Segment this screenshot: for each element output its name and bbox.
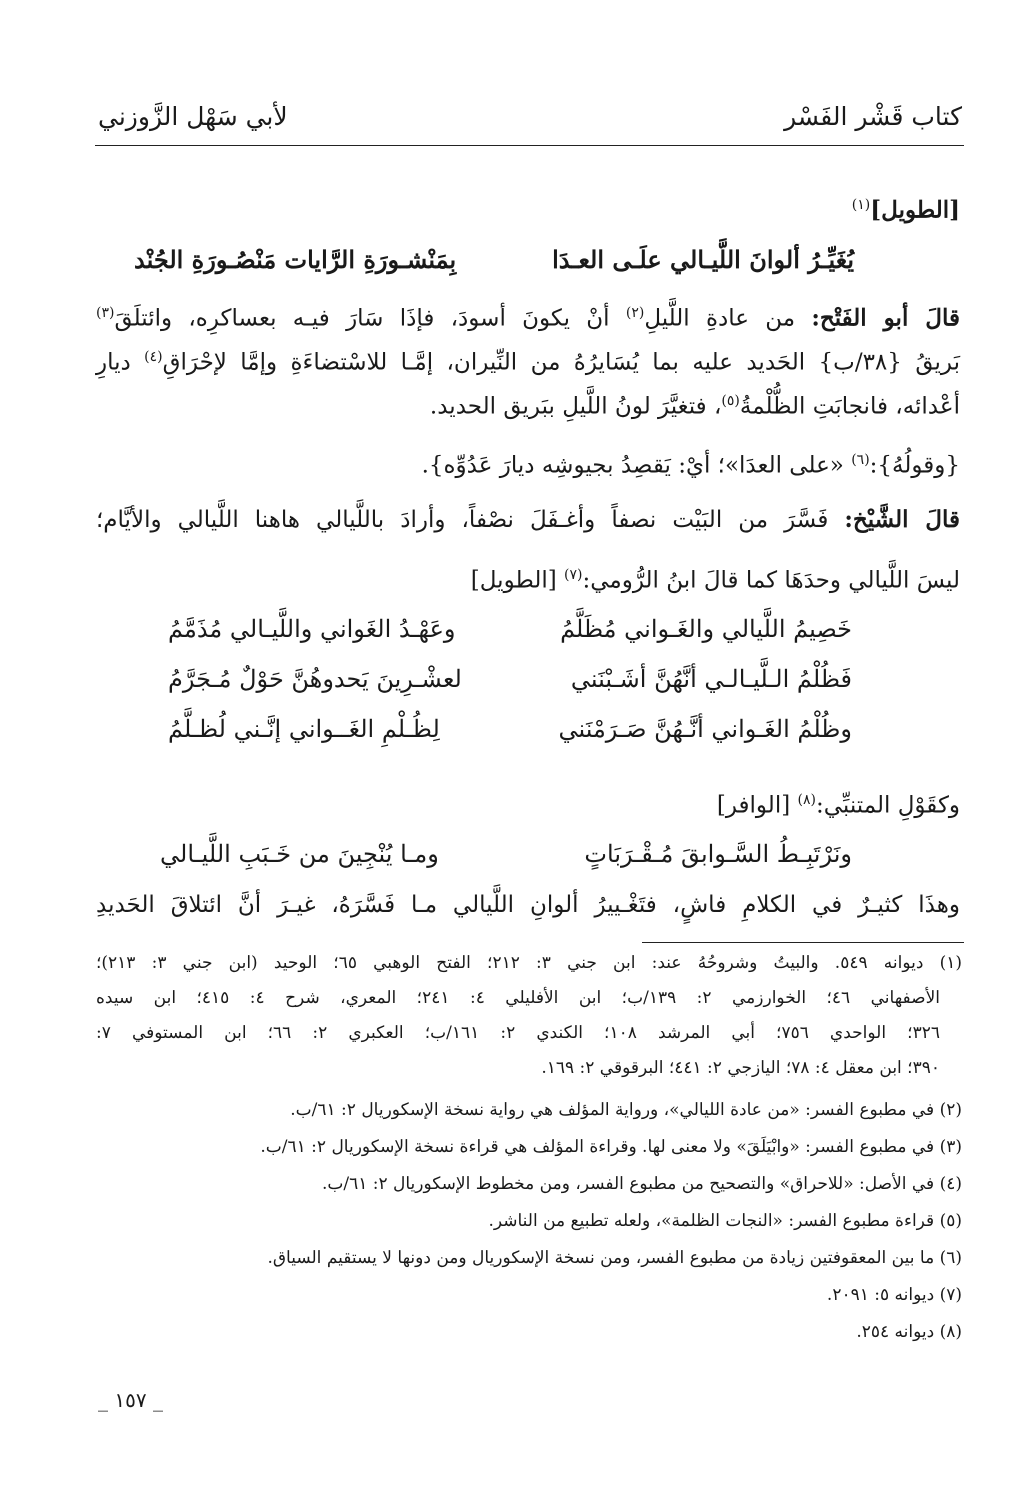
footnote-ref-1: (١) (851, 197, 871, 213)
para2 (96, 445, 960, 481)
verse2-second-hemistich: ومـا يُنْجِينَ من خَـبَبِ اللَّيـالي (160, 840, 439, 868)
meter-label-2: [الطويل] (470, 567, 557, 594)
footnote-1-line1: (١) ديوانه ٥٤٩. والبيتُ وشروحُهُ عند: ابن جني ٣: ٢١٢؛ الفتح الوهبي ٦٥؛ الوحيد (ابن جني ٣: ٢١٣)؛ (96, 953, 963, 973)
para3-line2 (96, 560, 960, 596)
para2-lead: {وقولُهُ}: (869, 452, 960, 479)
footnote-ref-8: (٨) (797, 792, 816, 808)
para1-line1 (96, 298, 960, 334)
running-header-title: كتاب قَشْر الفَسْر (784, 102, 962, 131)
footnote-ref-2: (٢) (625, 305, 645, 321)
verse2-first-hemistich: ونَرْتَبِـطُ السَّـوابقَ مُـقْـرَبَاتٍ (584, 840, 852, 868)
footnote-6: (٦) ما بين المعقوفتين زيادة من مطبوع الفسر، ومن نسخة الإسكوريال ومن دونها لا يستقيم السياق. (267, 1248, 962, 1268)
header-rule (95, 145, 964, 146)
meter-name: [الطويل] (870, 196, 960, 224)
footnote-5: (٥) قراءة مطبوع الفسر: «النجات الظلمة»، ولعله تطبيع من الناشر. (488, 1211, 962, 1231)
poem-line1-right: خَصِيمُ اللَّيالي والغَـواني مُظَلَّمُ (560, 615, 852, 643)
verse1-second-hemistich: بِمَنْشـورَةِ الرَّايات مَنْصُـورَةِ الجُنْد (134, 245, 457, 274)
speaker-abu-alfath: قالَ أبو الفَتْح: (811, 304, 961, 332)
para3-text: فَسَّرَ من البَيْت نصفاً وأغـفَلَ نصْفاً، وأرادَ باللَّيالي هاهنا اللَّيالي والأيَّام؛ (96, 507, 829, 533)
meter-label-3: [الوافر] (716, 792, 791, 819)
footnote-8: (٨) ديوانه ٢٥٤. (856, 1322, 962, 1342)
speaker-shaykh: قالَ الشَّيْخ: (844, 506, 960, 533)
para1-text-b: أنْ يكونَ أسودَ، فإذَا سَارَ فيـه بعساكرِه، وائتلَقَ (114, 305, 610, 332)
para2-text: «على العدَا»؛ أيْ: يَقصِدُ بجيوشِه ديارَ عَدُوِّه}. (421, 452, 844, 479)
page-number: _ ١٥٧ _ (98, 1388, 163, 1412)
footnote-ref-6: (٦) (851, 452, 870, 468)
para3-line1 (96, 505, 960, 535)
para4 (96, 785, 960, 821)
para1-text-a: من عادةِ اللَّيلِ (644, 305, 796, 332)
footnote-1-line2: الأصفهاني ٤٦؛ الخوارزمي ٢: ١٣٩/ب؛ ابن الأفليلي ٤: ٢٤١؛ المعري، شرح ٤: ٤١٥؛ ابن سيده (96, 988, 941, 1008)
footnote-2: (٢) في مطبوع الفسر: «من عادة الليالي»، ورواية المؤلف هي رواية نسخة الإسكوريال ٢: ٦١/ب. (290, 1100, 962, 1120)
footnote-1-line4: ٣٩٠؛ ابن معقل ٤: ٧٨؛ اليازجي ٢: ٤٤١؛ البرقوقي ٢: ١٦٩. (541, 1058, 940, 1078)
poem-line3-left: لِظُـلْمِ الغَــواني إنَّـني لُظـلَّمُ (168, 715, 440, 743)
para4-text: وكقَوْلِ المتنبِّي: (815, 792, 960, 819)
poem-line1-left: وعَهْـدُ الغَواني واللَّيـالي مُذَمَّمُ (168, 615, 456, 643)
para3-line2-text: ليسَ اللَّيالي وحدَهَا كما قالَ ابنُ الرُّومي: (582, 567, 960, 594)
footnote-7: (٧) ديوانه ٥: ٢٠٩١. (826, 1285, 962, 1305)
running-header-author: لأبي سَهْل الزَّوزني (98, 102, 288, 131)
poem-line2-right: فَظُلْمُ الـلَّيـالـي أنَّهُنَّ أشَـبْنَني (570, 665, 852, 693)
para1-line3 (96, 386, 960, 422)
footnote-4: (٤) في الأصل: «للاحراق» والتصحيح من مطبوع الفسر، ومن مخطوط الإسكوريال ٢: ٦١/ب. (321, 1174, 962, 1194)
poem-line3-right: وظُلْمُ الغَـواني أنَّـهُنَّ صَـرَمْنَني (558, 715, 852, 743)
para5: وهذَا كثيـرٌ في الكلامِ فاشٍ، فتَغْـييرُ ألوانِ اللَّيالي مـا فَسَّرَهُ، غيـرَ أنَّ ائتلاقَ الحَديدِ (96, 892, 960, 918)
footnote-ref-3: (٣) (96, 305, 115, 321)
footnote-1-line3: ٣٢٦؛ الواحدي ٧٥٦؛ أبي المرشد ١٠٨؛ الكندي ٢: ١٦١/ب؛ العكبري ٢: ٦٦؛ ابن المستوفي ٧: (96, 1023, 940, 1043)
para1-line2 (96, 342, 960, 378)
footnote-ref-5: (٥) (721, 393, 740, 409)
footnote-ref-7: (٧) (564, 567, 583, 583)
poem-line2-left: لعشْـرِينَ يَحدوهُنَّ حَوْلٌ مُـجَرَّمُ (168, 665, 462, 693)
para1-line3-end: ، فتغيَّرَ لونُ اللَّيلِ ببَريق الحديد. (429, 393, 722, 420)
footnote-3: (٣) في مطبوع الفسر: «وابْيَلَقَ» ولا معنى لها. وقراءة المؤلف هي قراءة نسخة الإسكوريال ٢: ٦١/ب. (260, 1137, 962, 1157)
para1-line2-text: بَريقُ {٣٨/ب} الحَديد عليه بما يُسَايرُهُ من النِّيران، إمَّـا للاسْتضاءَةِ وإمَّا لإحْرَاقِ (162, 349, 960, 376)
footnote-rule (642, 942, 964, 943)
meter-label-1 (96, 190, 960, 226)
footnote-ref-4: (٤) (144, 349, 163, 365)
para1-line3-text: أعْدائه، فانجابَتِ الظُّلْمةُ (739, 393, 960, 420)
verse1-first-hemistich: يُغَيِّـرُ ألوانَ اللَّيـالي علَـى العـدَا (552, 245, 854, 274)
para1-line2-end: ديارِ (96, 349, 131, 376)
